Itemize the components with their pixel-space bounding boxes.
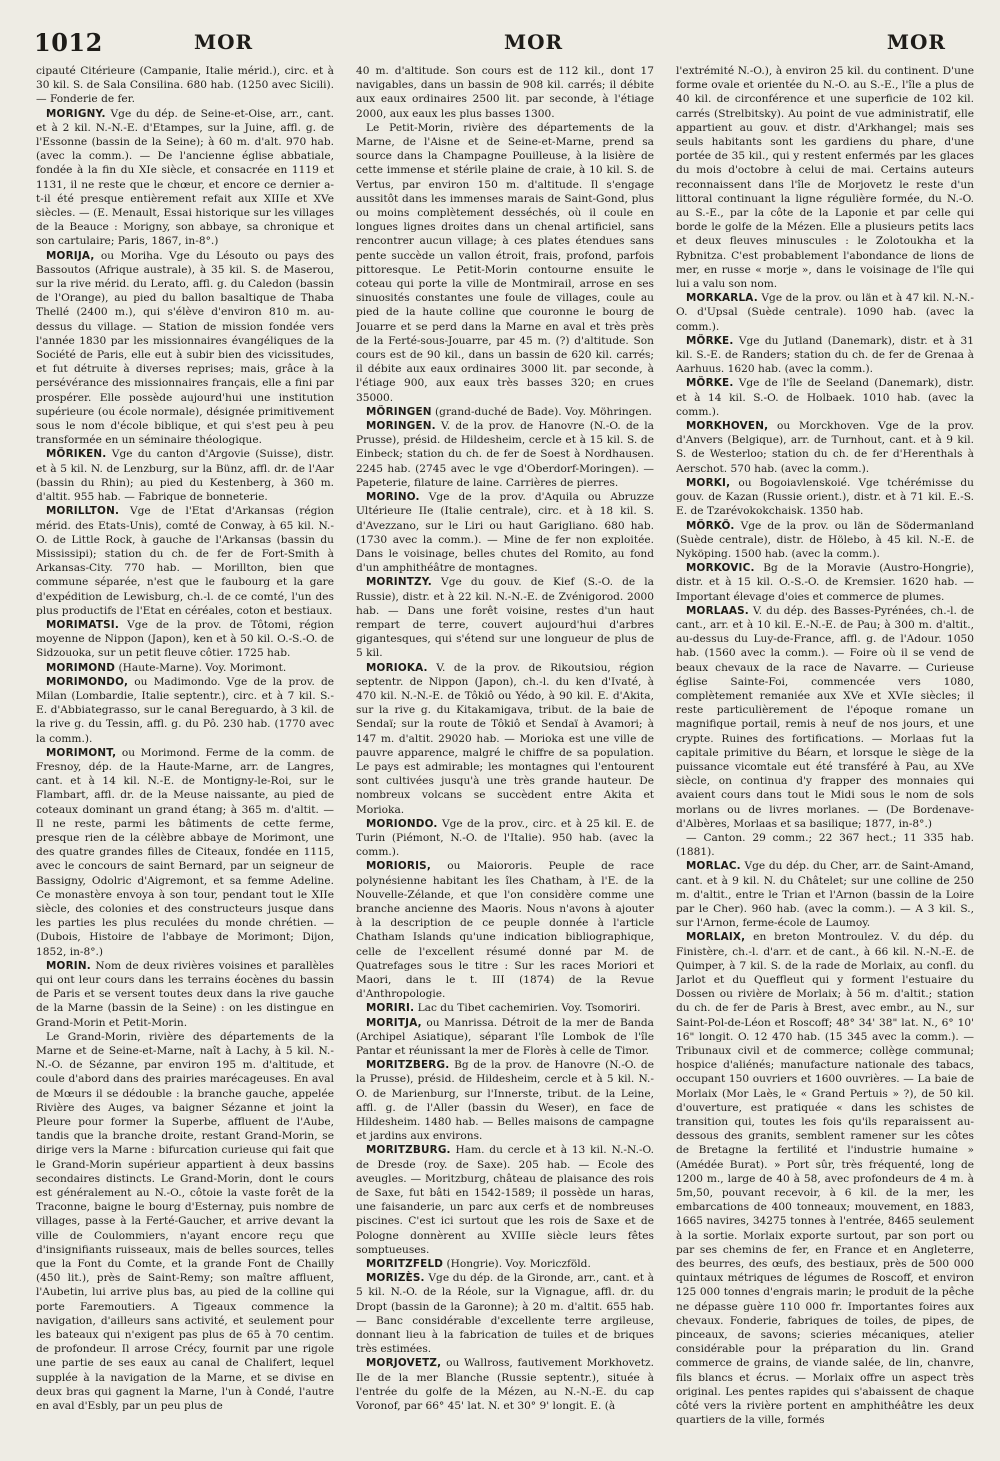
dictionary-entry [356,490,654,575]
dictionary-entry [356,661,654,817]
dictionary-entry [356,1058,654,1143]
entry-text: ou Wallross, fautivement Morkhovetz. Ile de la mer Blanche (Russie septentr.), située à l'entrée du golfe de la Mézen, au N.-N.-E. du cap Voronof, par 66° 45' lat. N. et 30° 9' longit. E. (à [356,1357,654,1413]
dictionary-entry [36,447,334,504]
entry-text: — Canton. 29 comm.; 22 367 hect.; 11 335 hab. (1881). [676,831,974,859]
entry-headword: MORLAC. [686,860,741,873]
entry-headword: MORIRI. [366,1002,415,1015]
entry-headword: MORINGEN. [366,420,436,433]
dictionary-entry [676,64,974,291]
entry-text: ou Madimondo. Vge de la prov. de Milan (Lombardie, Italie septentr.), circ. et à 7 kil. S.-E. d'Abbiategrasso, sur le canal Bereguardo, à 3 kil. de la rive g. du Tessin, affl. g. du Pô. 230 hab. (1770 avec la comm.). [36,675,334,745]
entry-headword: MORITJA, [366,1016,422,1029]
entry-text: ou Morimond. Ferme de la comm. de Fresnoy, dép. de la Haute-Marne, arr. de Langres, cant. et à 14 kil. N.-E. de Montigny-le-Roi, sur le Flambart, affl. dr. de la Meuse naissante, au pied de coteaux dominant un grand étang; à 365 m. d'altit. — Il ne reste, parmi les bâtiments de cette ferme, presque rien de la célèbre abbaye de Morimont, une des quatre grandes filles de Citeaux, fondée en 1115, avec le concours de saint Bernard, par un seigneur de Bassigny, Odolric d'Aigremont, et sa femme Adeline. Ce monastère envoya à son tour, pendant tout le XIIe siècle, des colonies et des constructeurs jusque dans les parties les plus reculées du monde chrétien. — (Dubois, Histoire de l'abbaye de Morimont; Dijon, 1852, in-8°.) [36,746,334,958]
entry-text: Bg de la prov. de Hanovre (N.-O. de la Prusse), présid. de Hildesheim, cercle et à 5 kil. N.-O. de Marienburg, sur l'Innerste, tribut. de la Leine, affl. g. de l'Aller (bassin du Weser), en face de Hildesheim. 1480 hab. — Belles maisons de campagne et jardins aux environs. [356,1059,654,1143]
page-number: 1012 [34,28,103,57]
dictionary-entry [36,1030,334,1413]
entry-headword: MORILLTON. [46,505,120,518]
entry-headword: MORJOVETZ, [366,1357,442,1370]
column-3 [676,64,974,1449]
entry-text: Vge du gouv. de Kief (S.-O. de la Russie), distr. et à 22 kil. N.-N.-E. de Zvénigorod. 2000 hab. — Dans une forêt voisine, restes d'un haut rempart de terre, couvert aujourd'hui d'arbres gigantesques, qui s'étend sur une longueur de plus de 5 kil. [356,576,654,660]
entry-text: Vge de la prov., circ. et à 25 kil. E. de Turin (Piémont, N.-O. de l'Italie). 950 hab. (avec la comm.). [356,817,654,859]
entry-headword: MÖRINGEN [366,405,432,418]
dictionary-entry [676,561,974,604]
dictionary-entry [36,107,334,249]
dictionary-entry [356,1356,654,1413]
entry-text: Le Grand-Morin, rivière des départements de la Marne et de Seine-et-Marne, naît à Lachy, à 5 kil. N.-N.-O. de Sézanne, par environ 195 m. d'altitude, et coule d'abord dans des prairies marécageuses. En aval de Mœurs il se dédouble : la branche gauche, appelée Rivière des Auges, va baigner Sézanne et joint la Pleure pour former la Superbe, affluent de l'Aube, tandis que la branche droite, restant Grand-Morin, se dirige vers la Marne : bifurcation curieuse qui fait que le Grand-Morin supérieur appartient à deux bassins secondaires distincts. Le Grand-Morin, dont le cours est généralement au N.-O., côtoie la vaste forêt de la Traconne, baigne le bourg d'Esternay, puis nombre de villages, passe à la Ferté-Gaucher, et arrive devant la ville de Coulommiers, n'ayant encore reçu que d'insignifiants ruisseaux, mais de belles sources, telles que la Font du Comte, et la grande Font de Chailly (450 lit.), près de Saint-Remy; son maître affluent, l'Aubetin, lui arrive plus bas, au pied de la colline qui porte Faremoutiers. A Tigeaux commence la navigation, d'ailleurs sans activité, et seulement pour les bateaux qui n'exigent pas plus de 65 à 70 centim. de profondeur. Il arrose Crécy, fournit par une rigole une partie de ses eaux au canal de Chalifert, lequel supplée à la navigation de la Marne, et se divise en deux bras qui gagnent la Marne, l'un à Condé, l'autre en aval d'Esbly, par un peu plus de [36,1030,334,1413]
page-header [34,28,974,60]
entry-headword: MORLAAS. [686,604,749,617]
dictionary-entry [356,817,654,860]
entry-text: ou Morckhoven. Vge de la prov. d'Anvers (Belgique), arr. de Turnhout, cant. et à 9 kil. S. de Westerloo; station du ch. de fer d'Herenthals à Aerschot. 570 hab. (avec la comm.). [676,420,974,475]
entry-text: V. de la prov. de Hanovre (N.-O. de la Prusse), présid. de Hildesheim, cercle et à 15 kil. S. de Einbeck; station du ch. de fer de Soest à Nordhausen. 2245 hab. (2745 avec le vge d'Oberdorf-Moringen). — Papeterie, filature de laine. Carrières de pierres. [356,420,654,489]
dictionary-entry [356,1001,654,1015]
entry-text: Lac du Tibet cachemirien. Voy. Tsomoriri. [417,1002,641,1015]
entry-text: ou Moriha. Vge du Lésouto ou pays des Bassoutos (Afrique australe), à 35 kil. S. de Maserou, sur la rive mérid. du Lerato, affl. g. du Caledon (bassin de l'Orange), au pied du ballon basaltique de Thaba Thellé (2400 m.), qui s'élève d'environ 810 m. au-dessus du village. — Station de mission fondée vers l'année 1830 par les missionnaires évangéliques de la Société de Paris, elle eut à subir bien des vicissitudes, et fut détruite à diverses reprises; mais, grâce à la persévérance des missionnaires français, elle a fini par prospérer. Elle possède aujourd'hui une institution supérieure (ou école normale), désignée primitivement sous le nom d'école biblique, et qui s'est peu à peu transformée en un séminaire théologique. [36,249,334,447]
entry-headword: MORIMOND [46,661,116,674]
dictionary-entry [356,419,654,490]
entry-headword: MORKOVIC. [686,562,755,575]
entry-headword: MORITZBERG. [366,1059,450,1072]
entry-text: V. du dép. des Basses-Pyrénées, ch.-l. de cant., arr. et à 10 kil. E.-N.-E. de Pau; à 300 m. d'altit., au-dessus du Luy-de-France, affl. g. de l'Adour. 1050 hab. (1560 avec la comm.). — Foire où il se vend de beaux chevaux de la race de Navarre. — Curieuse église Sainte-Foi, commencée vers 1080, complètement remaniée aux XVe et XVIe siècles; il reste particulièrement de l'époque romane un magnifique portail, remis à neuf de nos jours, et une crypte. Ruines des fortifications. — Morlaas fut la capitale primitive du Béarn, et lorsque le siège de la puissance vicomtale eut été transféré à Pau, au XVe siècle, on continua d'y frapper des monnaies qui avaient cours dans tout le Midi sous le nom de sols morlans ou de livres morlanes. — (De Bordenave-d'Albères, Morlaas et sa basilique; 1877, in-8°.) [676,604,974,830]
dictionary-entry [36,959,334,1030]
dictionary-entry [36,504,334,618]
running-head-center: MOR [504,30,564,54]
entry-headword: MORITZFELD [366,1258,444,1271]
dictionary-entry [36,618,334,661]
dictionary-entry [356,1257,654,1271]
entry-text: Vge du dép. de Seine-et-Oise, arr., cant. et à 2 kil. N.-N.-E. d'Etampes, sur la Juine, affl. g. de l'Essonne (bassin de la Seine); à 60 m. d'alt. 970 hab. (avec la comm.). — De l'ancienne église abbatiale, fondée à la fin du XIe siècle, et consacrée en 1119 et 1131, il ne reste que le chœur, et encore ce dernier a-t-il été presque entièrement refait aux XIIIe et XVe siècles. — (E. Menault, Essai historique sur les villages de la Beauce : Morigny, son abbaye, sa chronique et son cartulaire; Paris, 1867, in-8°.) [36,107,334,248]
entry-text: Vge de la prov. d'Aquila ou Abruzze Ultérieure IIe (Italie centrale), circ. et à 18 kil. S. d'Avezzano, sur le Liri ou haut Garigliano. 680 hab. (1730 avec la comm.). — Mine de fer non exploitée. Dans le voisinage, belles chutes del Romito, au fond d'un amphithéâtre de montagnes. [356,491,654,575]
dictionary-entry [356,1016,654,1059]
dictionary-entry [356,859,654,1001]
dictionary-entry [676,334,974,377]
entry-headword: MORIZÈS. [366,1272,425,1285]
entry-headword: MORIONDO. [366,817,438,830]
entry-headword: MORLAIX, [686,931,746,944]
entry-headword: MORIMONDO, [46,675,129,688]
dictionary-entry [36,675,334,746]
entry-text: ou Manrissa. Détroit de la mer de Banda (Archipel Asiatique), séparant l'île Lombok de l'île Pantar et réunissant la mer de Florès à celle de Timor. [356,1016,654,1058]
dictionary-entry [356,1271,654,1356]
dictionary-entry [36,746,334,959]
entry-headword: MORIN. [46,959,91,972]
entry-text: Vge du canton d'Argovie (Suisse), distr. et à 5 kil. N. de Lenzburg, sur la Bünz, affl. dr. de l'Aar (bassin du Rhin); au pied du Kestenberg, à 360 m. d'altit. 955 hab. — Fabrique de bonneterie. [36,448,334,504]
running-head-left: MOR [194,30,254,54]
entry-text: Vge de l'Etat d'Arkansas (région mérid. des Etats-Unis), comté de Conway, à 65 kil. N.-O. de Little Rock, à gauche de l'Arkansas (bassin du Mississipi); station du ch. de fer de Fort-Smith à Arkansas-City. 770 hab. — Morillton, bien que commune séparée, n'est que le faubourg et la gare d'expédition de Lewisburg, ch.-l. de ce comté, l'un des plus productifs de l'Etat en céréales, coton et bestiaux. [36,505,334,617]
entry-text: l'extrémité N.-O.), à environ 25 kil. du continent. D'une forme ovale et orientée du N.-O. au S.-E., l'île a plus de 40 kil. de circonférence et une superficie de 102 kil. carrés (Strelbitsky). Au point de vue administratif, elle appartient au gouv. et distr. d'Arkhangel; mais ses seuls habitants sont les gardiens du phare, d'une portée de 35 kil., qui y restent enfermés par les glaces du mois d'octobre à celui de mai. Certains auteurs reconnaissent dans l'île de Morjovetz le reste d'un littoral continuant la ligne régulière formée, du N.-O. au S.-E., par la côte de la Laponie et par celle qui borde le golfe de la Mézen. Elle a plusieurs petits lacs et deux fleuves minuscules : le Zolotoukha et la Rybnitza. C'est probablement l'abondance de lions de mer, en russe « morje », dans le voisinage de l'île qui lui a valu son nom. [676,65,974,291]
entry-text: (Haute-Marne). Voy. Morimont. [118,661,287,674]
dictionary-entry [676,419,974,476]
entry-text: en breton Montroulez. V. du dép. du Finistère, ch.-l. d'arr. et de cant., à 66 kil. N.-N.-E. de Quimper, à 7 kil. S. de la rade de Morlaix, au confl. du Jarlot et du Queffleut qui y forment l'estuaire du Dossen ou rivière de Morlaix; à 56 m. d'altit.; station du ch. de fer de Paris à Brest, avec embr., au N., sur Saint-Pol-de-Léon et Roscoff; 48° 34' 38" lat. N., 6° 10' 16" longit. O. 12 470 hab. (15 345 avec la comm.). — Tribunaux civil et de commerce; collège communal; hospice d'aliénés; manufacture nationale des tabacs, occupant 150 ouvriers et 1600 ouvrières. — La baie de Morlaix (Mor Laès, le « Grand Pertuis » ?), de 50 kil. d'ouverture, est pratiquée « dans les schistes de transition qui, toutes les fois qu'ils reparaissent au-dessous des granits, semblent ramener sur les côtes de Bretagne la fertilité et l'industrie humaine » (Amédée Burat). » Port sûr, très fréquenté, long de 1200 m., large de 40 à 58, avec profondeurs de 4 m. à 5m,50, pouvant recevoir, à 6 kil. de la mer, les embarcations de 400 tonneaux; mouvement, en 1883, 1665 navires, 34275 tonnes à l'entrée, 8465 seulement à la sortie. Morlaix exporte surtout, par son port ou par ses chemins de fer, en France et en Angleterre, des beurres, des œufs, des bestiaux, près de 500 000 quintaux métriques de légumes de Roscoff, et environ 125 000 tonnes d'engrais marin; le produit de la pêche ne dépasse guère 110 000 fr. Importantes foires aux chevaux. Fonderie, fabriques de toiles, de pipes, de pinceaux, de savons; scieries mécaniques, atelier considérable pour la préparation du lin. Grand commerce de grains, de viande salée, de lin, chanvre, fils blancs et écrus. — Morlaix offre un aspect très original. Les pentes rapides qui s'abaissent de chaque côté vers la rivière portent en amphithéâtre les deux quartiers de la ville, formés [676,931,974,1427]
entry-headword: MORKHOVEN, [686,420,769,433]
dictionary-entry [356,1143,654,1257]
entry-headword: MORINO. [366,491,420,504]
entry-headword: MORITZBURG. [366,1144,451,1157]
entry-headword: MORKARLA. [686,292,758,305]
dictionary-entry [36,249,334,448]
entry-headword: MÖRKE. [686,377,734,390]
dictionary-entry [356,64,654,121]
column-2 [356,64,654,1449]
entry-text: Le Petit-Morin, rivière des départements de la Marne, de l'Aisne et de Seine-et-Marne, prend sa source dans la Champagne Pouilleuse, à la lisière de cette immense et stérile plaine de craie, à 10 kil. S. de Vertus, par environ 150 m. d'altitude. Il s'engage aussitôt dans les immenses marais de Saint-Gond, plus ou moins complètement desséchés, où il coule en longues lignes droites dans un chenal artificiel, sans rencontrer aucun village; à ces plates étendues sans pente succède un vallon étroit, frais, profond, parfois pittoresque. Le Petit-Morin contourne ensuite le coteau qui porte la ville de Montmirail, arrose en ses sinuosités constantes une foule de villages, coule au pied de la haute colline que couronne le bourg de Jouarre et se perd dans la Marne en aval et très près de la Ferté-sous-Jouarre, par 45 m. (?) d'altitude. Son cours est de 90 kil., dans un bassin de 620 kil. carrés; il débite aux eaux ordinaires 3000 lit. par seconde, à l'étiage 900, aux eaux très basses 320; en crues 35000. [356,121,654,404]
entry-text: 40 m. d'altitude. Son cours est de 112 kil., dont 17 navigables, dans un bassin de 908 kil. carrés; il débite aux eaux ordinaires 2500 lit. par seconde, à l'étiage 2000, aux eaux les plus basses 1300. [356,65,654,120]
entry-text: Vge de la prov. ou län et à 47 kil. N.-N.-O. d'Upsal (Suède centrale). 1090 hab. (avec la comm.). [676,292,974,333]
entry-text: Vge du dép. du Cher, arr. de Saint-Amand, cant. et à 9 kil. N. du Châtelet; sur une colline de 250 m. d'altit., entre le Trian et l'Arnon (bassin de la Loire par le Cher). 960 hab. (avec la comm.). — A 3 kil. S., sur l'Arnon, ferme-école de Laumoy. [676,860,974,930]
dictionary-entry [36,64,334,107]
dictionary-entry [676,604,974,831]
entry-text: (grand-duché de Bade). Voy. Möhringen. [435,405,652,418]
entry-text: Vge du Jutland (Danemark), distr. et à 31 kil. S.-E. de Randers; station du ch. de fer de Grenaa à Aarhuus. 1620 hab. (avec la comm.). [676,334,974,376]
entry-text: Vge de la prov. de Tôtomi, région moyenne de Nippon (Japon), ken et à 50 kil. O.-S.-O. de Sidzouoka, sur un petit fleuve côtier. 1725 hab. [36,618,334,660]
entry-headword: MÖRKE. [686,334,734,347]
entry-headword: MORIORIS, [366,860,431,873]
entry-text: Vge de l'île de Seeland (Danemark), distr. et à 14 kil. S.-O. de Holbaek. 1010 hab. (avec la comm.). [676,377,974,418]
entry-headword: MORIOKA. [366,661,428,674]
column-1 [36,64,334,1449]
entry-text: V. de la prov. de Rikoutsiou, région septentr. de Nippon (Japon), ch.-l. du ken d'Ivaté, à 470 kil. N.-N.-E. de Tôkiô ou Yédo, à 90 kil. E. d'Akita, sur la rive g. du Kitakamigava, tribut. de la baie de Sendaï; sur la route de Tôkiô et Sendaï à Avamori; à 147 m. d'altit. 29020 hab. — Morioka est une ville de pauvre apparence, malgré le chiffre de sa population. Le pays est admirable; les montagnes qui l'entourent sont cultivées jusqu'à une très grande hauteur. De nombreux volcans se succèdent entre Akita et Morioka. [356,661,654,816]
entry-headword: MORIJA, [46,249,95,262]
dictionary-entry [676,831,974,859]
dictionary-entry [676,930,974,1427]
entry-text: cipauté Citérieure (Campanie, Italie mérid.), circ. et à 30 kil. S. de Sala Consilina. 680 hab. (1250 avec Sicili). — Fonderie de fer. [36,65,334,106]
entry-text: Vge de la prov. ou län de Södermanland (Suède centrale), distr. de Hölebo, à 45 kil. N.-E. de Nyköping. 1500 hab. (avec la comm.). [676,519,974,560]
entry-text: Nom de deux rivières voisines et parallèles qui ont leur cours dans les terrains éocènes du bassin de Paris et se versent toutes deux dans la rive gauche de la Marne (bassin de la Seine) : on les distingue en Grand-Morin et Petit-Morin. [36,959,334,1029]
dictionary-entry [676,859,974,930]
dictionary-entry [36,661,334,675]
dictionary-entry [356,575,654,660]
entry-text: Ham. du cercle et à 13 kil. N.-N.-O. de Dresde (roy. de Saxe). 205 hab. — Ecole des aveugles. — Moritzburg, château de plaisance des rois de Saxe, fut bâti en 1542-1589; il possède un haras, une faisanderie, un parc aux cerfs et de nombreuses piscines. C'est ici surtout que les rois de Saxe et de Pologne donnèrent au XVIIIe siècle leurs fêtes somptueuses. [356,1144,654,1256]
dictionary-entry [676,376,974,419]
entry-headword: MORIMATSI. [46,618,119,631]
entry-headword: MORIMONT, [46,746,117,759]
entry-text: Bg de la Moravie (Austro-Hongrie), distr. et à 15 kil. O.-S.-O. de Kremsier. 1620 hab. — Important élevage d'oies et commerce de plumes. [676,562,974,603]
dictionary-entry [676,476,974,519]
dictionary-entry [676,519,974,562]
entry-text: ou Maiororis. Peuple de race polynésienne habitant les îles Chatham, à l'E. de la Nouvelle-Zélande, et que l'on considère comme une branche ancienne des Maoris. Nous n'avons à ajouter à la description de ce peuple donnée à l'article Chatham Islands qu'une indication bibliographique, celle de l'excellent résumé donné par M. de Quatrefages sous le titre : Sur les races Moriori et Maori, dans le t. III (1874) de la Revue d'Anthropologie. [356,860,654,1001]
entry-headword: MÖRIKEN. [46,448,107,461]
text-columns [36,64,974,1449]
entry-headword: MORINTZY. [366,576,432,589]
entry-headword: MORIGNY. [46,107,106,120]
entry-headword: MORKI, [686,476,731,489]
dictionary-entry [356,405,654,419]
entry-headword: MÖRKÖ. [686,519,735,532]
entry-text: (Hongrie). Voy. Moriczföld. [446,1258,591,1271]
dictionary-entry [356,121,654,405]
entry-text: ou Bogoiavlenskoié. Vge tchérémisse du gouv. de Kazan (Russie orient.), distr. et à 71 kil. E.-S. E. de Tzarévokokchaisk. 1350 hab. [676,476,974,518]
running-head-right: MOR [886,30,946,54]
entry-text: Vge du dép. de la Gironde, arr., cant. et à 5 kil. N.-O. de la Réole, sur la Vignague, affl. dr. du Dropt (bassin de la Garonne); à 20 m. d'altit. 655 hab. — Banc considérable d'excellente terre argileuse, donnant lieu à la fabrication de tuiles et de briques très estimées. [356,1272,654,1356]
dictionary-entry [676,291,974,334]
